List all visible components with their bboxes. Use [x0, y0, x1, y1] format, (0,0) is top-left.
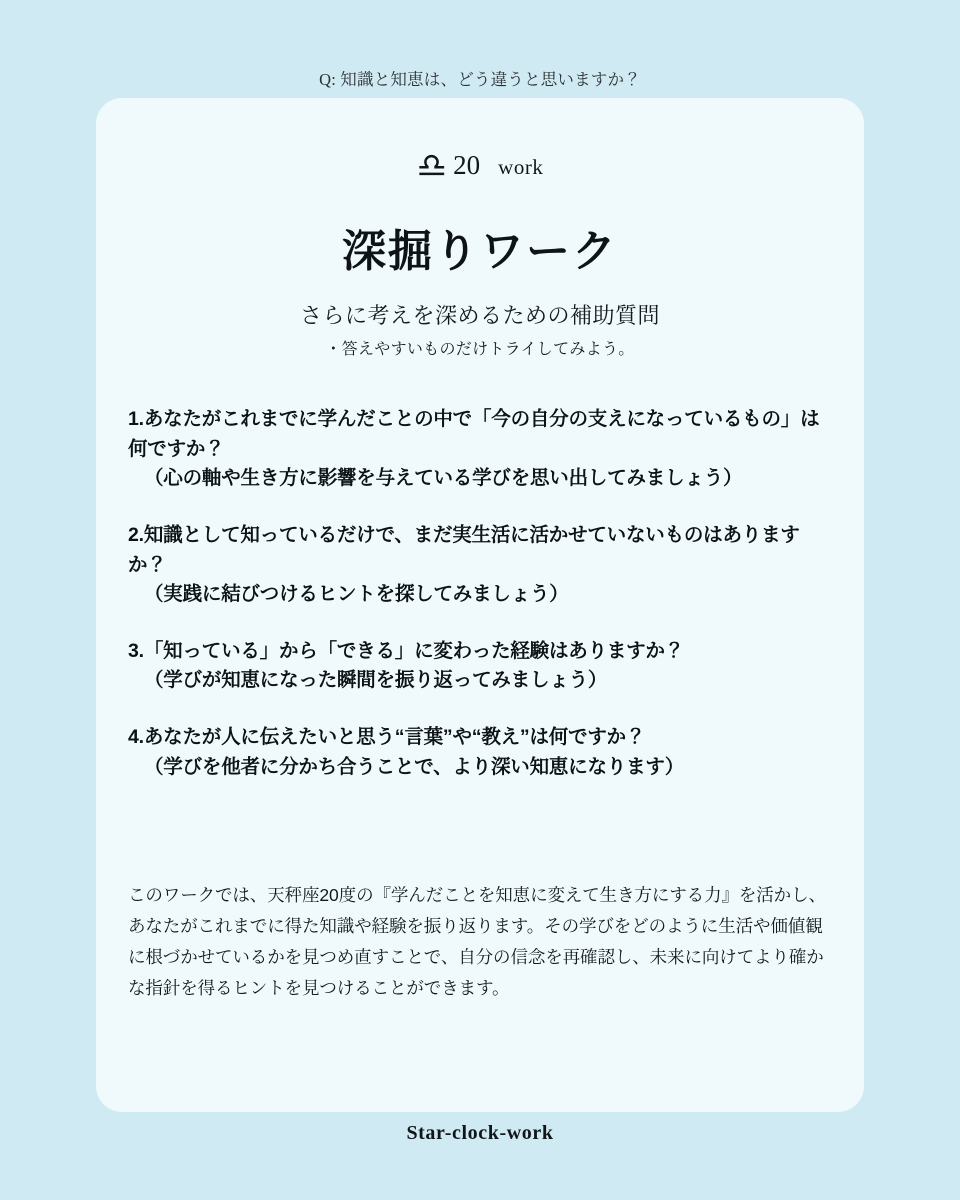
- question-item: [128, 723, 832, 782]
- libra-zodiac-icon: ♎: [416, 146, 448, 186]
- page-note: ・答えやすいものだけトライしてみよう。: [325, 341, 635, 358]
- zodiac-degree: 20: [453, 150, 481, 180]
- page-title: 深掘りワーク: [342, 227, 618, 276]
- page-subtitle: さらに考えを深めるための補助質問: [299, 303, 660, 328]
- question-item: [128, 521, 832, 610]
- zodiac-sign-row: [120, 146, 840, 186]
- question-main: 2.知識として知っているだけで、まだ実生活に活かせていないものはありますか？: [128, 523, 800, 576]
- question-sub: （学びを他者に分かち合うことで、より深い知恵になります）: [144, 755, 685, 778]
- question-main: 4.あなたが人に伝えたいと思う“言葉”や“教え”は何ですか？: [128, 726, 646, 748]
- top-question: Q: 知識と知恵は、どう違うと思いますか？: [319, 70, 641, 89]
- worksheet-card: [96, 98, 864, 1112]
- question-sub: （学びが知恵になった瞬間を振り返ってみましょう）: [144, 669, 608, 692]
- question-sub: （実践に結びつけるヒントを探してみましょう）: [144, 583, 569, 606]
- summary-text: このワークでは、天秤座20度の『学んだことを知恵に変えて生き方にする力』を活かし、あなたがこれまでに得た知識や経験を振り返ります。その学びをどのように生活や価値観に根づかせているかを見つめ直すことで、自分の信念を再確認し、未来に向けてより確かな指針を得るヒントを見つけることができます。: [128, 885, 826, 999]
- question-list: [120, 405, 840, 782]
- question-sub: （心の軸や生き方に影響を与えている学びを思い出してみましょう）: [144, 467, 743, 490]
- question-main: 1.あなたがこれまでに学んだことの中で「今の自分の支えになっているもの」は何ですか？: [128, 408, 820, 460]
- footer-brand: Star-clock-work: [406, 1122, 554, 1144]
- question-item: [128, 637, 832, 696]
- question-main: 3.「知っている」から「できる」に変わった経験はありますか？: [128, 639, 685, 662]
- zodiac-word: work: [498, 155, 544, 179]
- question-item: [128, 405, 832, 494]
